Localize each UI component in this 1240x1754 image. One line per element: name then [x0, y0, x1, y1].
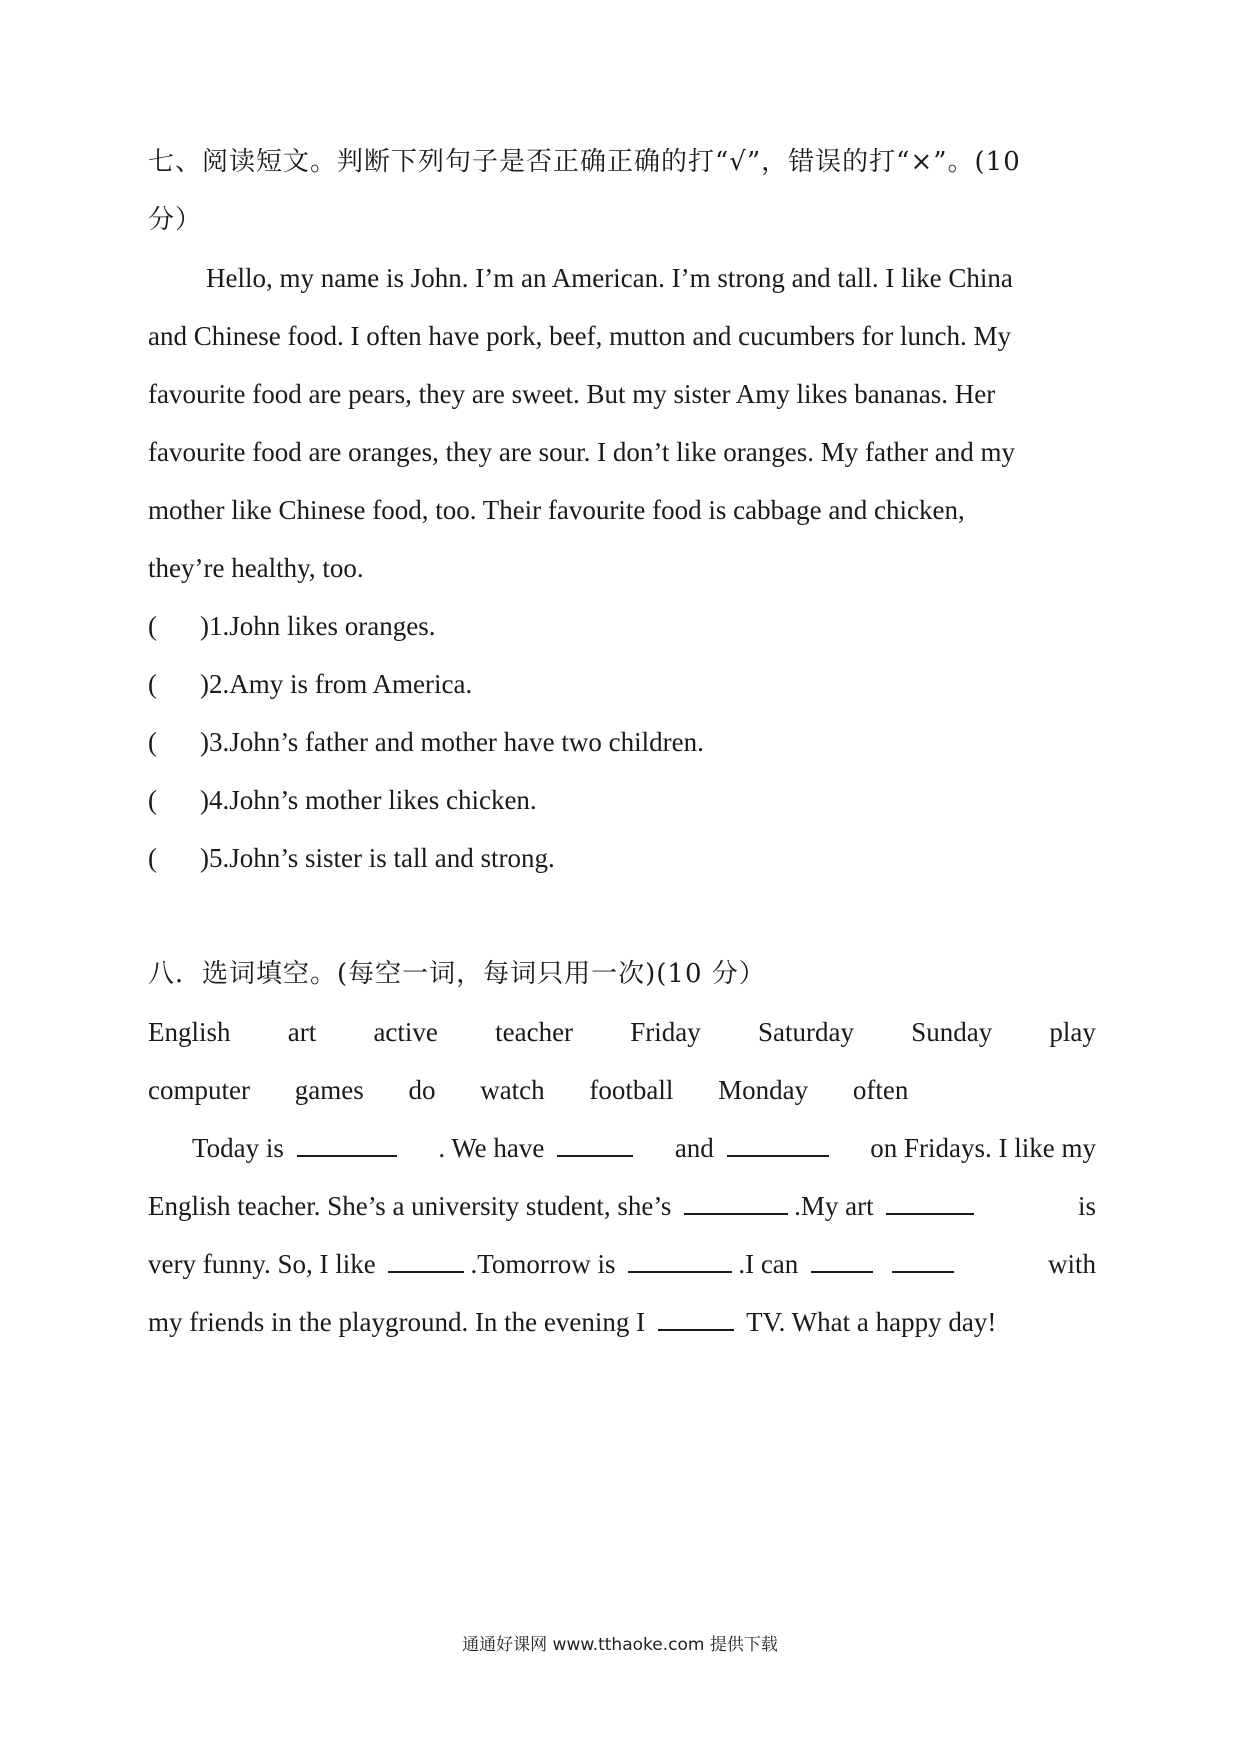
fill-text-segment: Today is [192, 1133, 284, 1163]
wordbank-word: Friday [630, 1017, 701, 1047]
passage-line-5: mother like Chinese food, too. Their favourite food is cabbage and chicken, [148, 495, 965, 525]
answer-blank-3[interactable] [727, 1131, 829, 1157]
passage-line-1: Hello, my name is John. I’m an American. I’m strong and tall. I like China [206, 263, 1013, 293]
question-2 [148, 664, 1096, 704]
page-footer: 通通好课网 www.tthaoke.com 提供下载 [462, 1635, 778, 1655]
question-5 [148, 838, 1096, 878]
wordbank-word: play [1049, 1017, 1096, 1047]
answer-paren[interactable]: ( [148, 611, 157, 641]
fill-text [192, 1128, 403, 1168]
passage-line-4: favourite food are oranges, they are sour. I don’t like oranges. My father and my [148, 437, 1015, 467]
answer-blank-2[interactable] [557, 1131, 633, 1157]
question-text: )2.Amy is from America. [200, 669, 473, 699]
fill-text-segment: my friends in the playground. In the evening I [148, 1307, 646, 1337]
question-text: )1.John likes oranges. [200, 611, 436, 641]
fill-line-2 [148, 1186, 1096, 1226]
fill-text-segment: .Tomorrow is [470, 1249, 616, 1279]
wordbank-word: active [373, 1017, 438, 1047]
wordbank-word: computer [148, 1075, 250, 1105]
question-text: )3.John’s father and mother have two children. [200, 727, 704, 757]
fill-line-1 [148, 1128, 1096, 1168]
passage-line-2: and Chinese food. I often have pork, beef, mutton and cucumbers for lunch. My [148, 321, 1012, 351]
section8-title: 八．选词填空。(每空一词，每词只用一次)(10 分） [148, 959, 766, 989]
answer-paren[interactable]: ( [148, 669, 157, 699]
wordbank-word: teacher [495, 1017, 574, 1047]
fill-text [675, 1128, 835, 1168]
wordbank-word: football [589, 1075, 674, 1105]
answer-paren[interactable]: ( [148, 727, 157, 757]
question-text: )5.John’s sister is tall and strong. [200, 843, 555, 873]
question-1 [148, 606, 1096, 646]
fill-text-segment: very funny. So, I like [148, 1249, 376, 1279]
wordbank-row-2 [148, 1070, 1096, 1110]
fill-text [148, 1186, 980, 1226]
answer-blank-10[interactable] [658, 1305, 734, 1331]
question-4 [148, 780, 1096, 820]
fill-text [438, 1128, 639, 1168]
fill-line-3 [148, 1244, 1096, 1284]
question-3 [148, 722, 1096, 762]
wordbank-word: do [408, 1075, 436, 1105]
answer-blank-9[interactable] [892, 1247, 954, 1273]
wordbank-word: Saturday [758, 1017, 854, 1047]
fill-text-segment: and [674, 1133, 714, 1163]
fill-text-segment: . We have [438, 1133, 545, 1163]
passage-line-6: they’re healthy, too. [148, 553, 364, 583]
fill-text-segment: .My art [794, 1191, 874, 1221]
answer-blank-7[interactable] [628, 1247, 732, 1273]
wordbank-word: art [287, 1017, 317, 1047]
fill-text-segment: .I can [738, 1249, 799, 1279]
fill-text-segment: is [1077, 1191, 1096, 1221]
wordbank-word: Monday [718, 1075, 809, 1105]
fill-text-segment: English teacher. She’s a university student, she’s [148, 1191, 672, 1221]
fill-text [148, 1244, 960, 1284]
answer-blank-8[interactable] [811, 1247, 873, 1273]
wordbank-row-1 [148, 1012, 1096, 1052]
wordbank-word: often [852, 1075, 909, 1105]
wordbank-word: Sunday [911, 1017, 993, 1047]
fill-line-4 [148, 1302, 1096, 1342]
answer-paren[interactable]: ( [148, 843, 157, 873]
passage-line-3: favourite food are pears, they are sweet. But my sister Amy likes bananas. Her [148, 379, 996, 409]
fill-text-segment: on Fridays. I like my [870, 1133, 1096, 1163]
section7-title-line2: 分） [148, 205, 203, 235]
wordbank-word: watch [480, 1075, 545, 1105]
answer-blank-4[interactable] [684, 1189, 788, 1215]
fill-text-segment: with [1047, 1249, 1096, 1279]
answer-blank-5[interactable] [886, 1189, 974, 1215]
fill-text-segment: TV. What a happy day! [746, 1307, 997, 1337]
answer-blank-1[interactable] [297, 1131, 397, 1157]
question-text: )4.John’s mother likes chicken. [200, 785, 537, 815]
wordbank-word: English [148, 1017, 231, 1047]
section7-title-line1: 七、阅读短文。判断下列句子是否正确正确的打“√”，错误的打“×”。(10 [148, 147, 1021, 177]
answer-paren[interactable]: ( [148, 785, 157, 815]
wordbank-word: games [294, 1075, 364, 1105]
answer-blank-6[interactable] [388, 1247, 464, 1273]
